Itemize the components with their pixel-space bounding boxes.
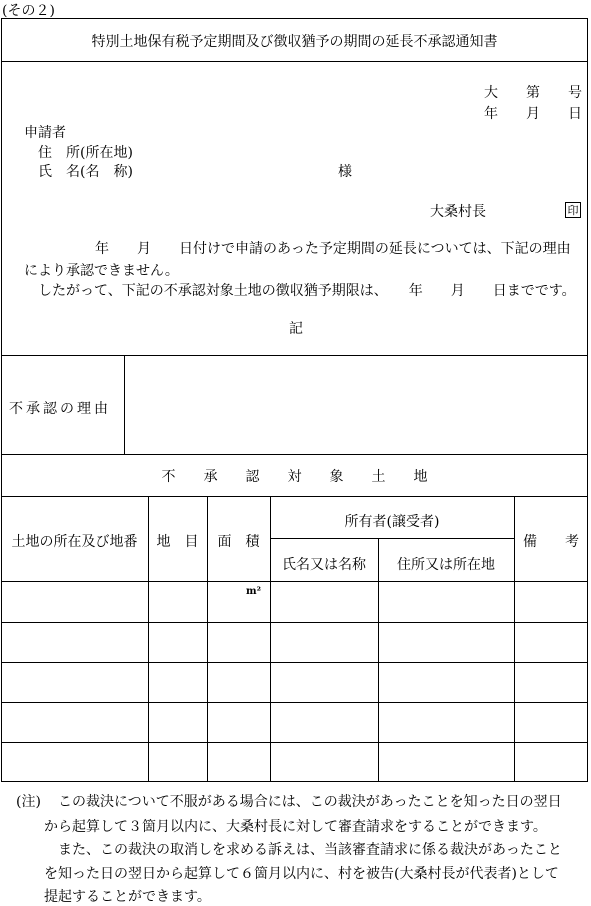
col-divider-3 xyxy=(270,496,271,782)
body-line-1: 年 月 日付けで申請のあった予定期間の延長については、下記の理由 xyxy=(95,241,571,257)
notes-line-2: から起算して３箇月以内に、大桑村長に対して審査請求をすることができます。 xyxy=(44,819,547,835)
title-divider xyxy=(1,61,588,62)
col-header-area: 面 積 xyxy=(217,534,260,550)
col-header-owner-name: 氏名又は名称 xyxy=(282,557,366,573)
notes-line-5: 提起することができます。 xyxy=(44,889,211,905)
notes-line-4: を知った日の翌日から起算して６箇月以内に、村を被告(大桑村長が代表者)として xyxy=(44,866,559,882)
row-divider-4 xyxy=(1,742,588,743)
honorific: 様 xyxy=(338,164,352,180)
col-header-owner: 所有者(譲受者) xyxy=(344,514,440,530)
applicant-heading: 申請者 xyxy=(24,125,66,141)
body-divider xyxy=(1,355,588,356)
document-number: 大 第 号 xyxy=(484,85,582,101)
area-unit: m² xyxy=(246,586,261,597)
applicant-name-label: 氏 名(名 称) xyxy=(38,164,133,180)
issuer-title: 大桑村長 xyxy=(430,204,486,220)
row-divider-1 xyxy=(1,622,588,623)
body-line-3: したがって、下記の不承認対象土地の徴収猶予期限は、 年 月 日までです。 xyxy=(38,283,576,299)
land-heading-divider xyxy=(1,496,588,497)
row-divider-3 xyxy=(1,702,588,703)
owner-subheader-divider xyxy=(270,538,514,539)
header-note: (その２) xyxy=(2,3,55,19)
notes-line-3: また、この裁決の取消しを求める訴えは、当該審査請求に係る裁決があったこと xyxy=(58,842,562,858)
document-title: 特別土地保有税予定期間及び徴収猶予の期間の延長不承認通知書 xyxy=(91,34,498,50)
notes-line-1: この裁決について不服がある場合には、この裁決があったことを知った日の翌日 xyxy=(58,794,562,810)
col-header-owner-address: 住所又は所在地 xyxy=(397,557,495,573)
seal-icon: 印 xyxy=(565,202,581,218)
reason-divider xyxy=(1,454,588,455)
table-header-divider xyxy=(1,581,588,582)
document-date: 年 月 日 xyxy=(484,106,582,122)
notes-label: (注) xyxy=(16,794,41,810)
ki-mark: 記 xyxy=(289,321,303,337)
applicant-address-label: 住 所(所在地) xyxy=(38,145,133,161)
land-heading: 不 承 認 対 象 土 地 xyxy=(161,469,428,485)
body-line-2: により承認できません。 xyxy=(24,263,179,279)
reason-label: 不承認の理由 xyxy=(9,401,111,417)
reason-label-divider xyxy=(124,355,125,454)
col-header-location: 土地の所在及び地番 xyxy=(11,534,138,550)
col-header-remarks: 備 考 xyxy=(523,534,579,550)
col-header-category: 地 目 xyxy=(156,534,199,550)
row-divider-2 xyxy=(1,662,588,663)
col-divider-4 xyxy=(378,538,379,782)
